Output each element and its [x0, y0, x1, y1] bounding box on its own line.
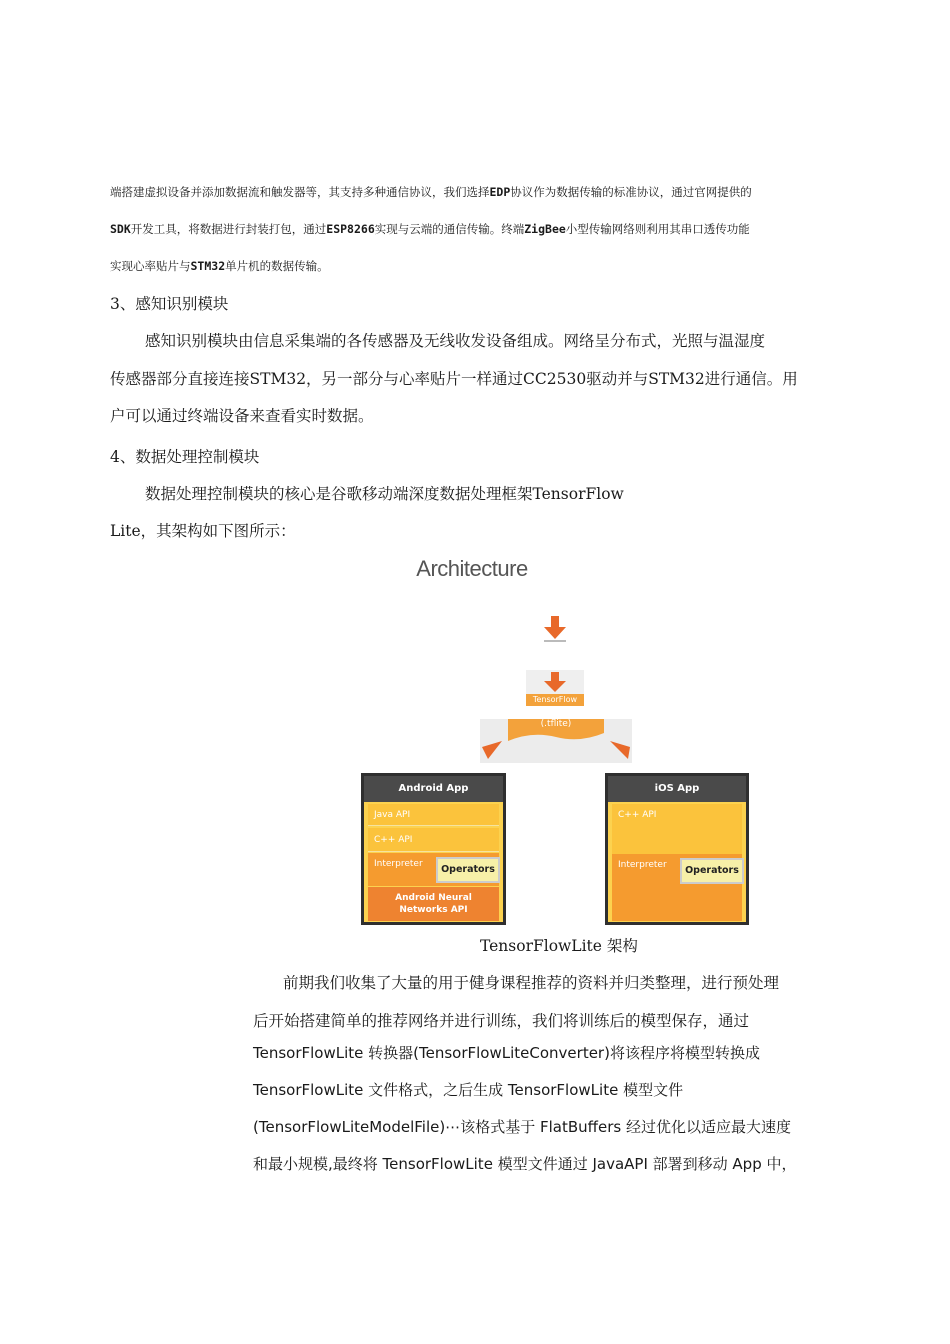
- tensorflow-label: TensorFlow: [526, 694, 584, 706]
- interpreter-row: Interpreter: [368, 853, 499, 886]
- paragraph-line: [110, 184, 752, 200]
- tflite-area: [480, 719, 632, 763]
- text-run: 小型传输网络则利用其串口透传功能: [565, 222, 750, 236]
- paragraph-line: 和最小规模,最终将 TensorFlowLite 模型文件通过 JavaAPI 部署到移动 App 中，: [253, 1155, 797, 1173]
- term-zigbee: ZigBee: [524, 222, 566, 236]
- text-run: 实现心率贴片与: [110, 259, 191, 273]
- paragraph-line: 感知识别模块由信息采集端的各传感器及无线收发设备组成。网络呈分布式，光照与温湿度: [145, 332, 766, 350]
- paragraph-line: [110, 258, 329, 274]
- text-run: 协议作为数据传输的标准协议，通过官网提供的: [510, 185, 752, 199]
- paragraph-line: 前期我们收集了大量的用于健身课程推荐的资料并归类整理，进行预处理: [283, 974, 780, 992]
- text-run: 实现与云端的通信传输。终端: [374, 222, 525, 236]
- term-sdk: SDK: [110, 222, 131, 236]
- java-api-row: Java API: [368, 804, 499, 826]
- operators-box: Operators: [680, 858, 744, 884]
- term-esp8266: ESP8266: [326, 222, 375, 236]
- android-app-title: Android App: [364, 776, 503, 802]
- cpp-api-row: C++ API: [612, 804, 742, 854]
- operators-box: Operators: [436, 857, 500, 883]
- text-run: 端搭建虚拟设备并添加数据流和触发器等，其支持多种通信协议，我们选择: [110, 185, 490, 199]
- term-edp: EDP: [489, 185, 511, 199]
- diagram-title: Architecture: [416, 556, 528, 581]
- paragraph-line: (TensorFlowLiteModelFile)⋯该格式基于 FlatBuffers 经过优化以适应最大速度: [253, 1118, 791, 1136]
- ios-app-panel: [605, 773, 749, 925]
- ios-app-title: iOS App: [608, 776, 746, 802]
- text-run: 单片机的数据传输。: [225, 259, 329, 273]
- paragraph-line: 数据处理控制模块的核心是谷歌移动端深度数据处理框架TensorFlow: [145, 485, 624, 503]
- section-heading: 4、数据处理控制模块: [110, 448, 260, 466]
- paragraph-line: 传感器部分直接连接STM32，另一部分与心率贴片一样通过CC2530驱动并与STM32进行通信。用: [110, 370, 798, 388]
- text-run: 开发工具，将数据进行封装打包，通过: [130, 222, 327, 236]
- figure-caption: TensorFlowLite 架构: [480, 937, 638, 955]
- section-heading: 3、感知识别模块: [110, 295, 229, 313]
- cpp-api-row: C++ API: [368, 828, 499, 852]
- android-app-panel: [361, 773, 506, 925]
- nn-api-line: Networks API: [399, 905, 468, 915]
- term-stm32: STM32: [190, 259, 226, 273]
- paragraph-line: 户可以通过终端设备来查看实时数据。: [110, 407, 374, 425]
- tflite-label: (.tflite): [540, 719, 572, 729]
- interpreter-row: Interpreter: [612, 854, 742, 921]
- nn-api-line: Android Neural: [395, 893, 472, 903]
- paragraph-line: TensorFlowLite 转换器(TensorFlowLiteConverter)将该程序将模型转换成: [253, 1044, 760, 1062]
- paragraph-line: TensorFlowLite 文件格式，之后生成 TensorFlowLite 模型文件: [253, 1081, 684, 1099]
- tensorflow-box: [526, 670, 584, 706]
- paragraph-line: Lite，其架构如下图所示：: [110, 522, 296, 540]
- paragraph-line: 后开始搭建简单的推荐网络并进行训练，我们将训练后的模型保存，通过: [253, 1012, 750, 1030]
- nn-api-row: [368, 887, 499, 921]
- paragraph-line: [110, 221, 750, 237]
